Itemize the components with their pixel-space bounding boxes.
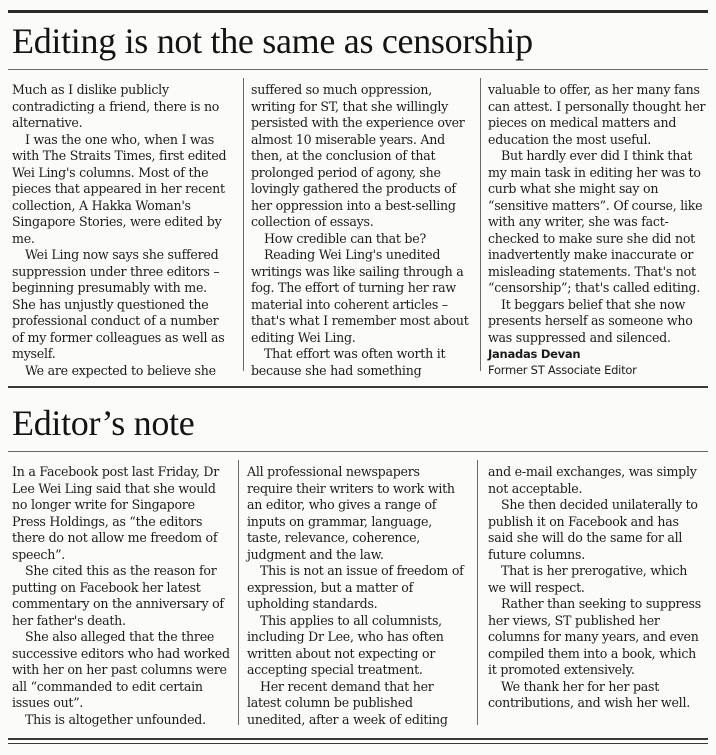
headline-divider [8, 451, 708, 452]
paragraph: This is not an issue of freedom of expression, but a matter of upholding standards. [247, 563, 464, 611]
article-column-2 [251, 82, 469, 379]
paragraph: Much as I dislike publicly contradicting a friend, there is no alternative. [12, 82, 220, 130]
paragraph: She also alleged that the three successive editors who had worked with her on her past columns were all “commanded to edit certain issues out”. [12, 629, 230, 710]
paragraph: This applies to all columnists, including Dr Lee, who has often written about not expecting or accepting special treatment. [247, 612, 444, 677]
paragraph: and e-mail exchanges, was simply not acceptable. [488, 464, 697, 496]
column-divider [238, 460, 239, 725]
paragraph: She then decided unilaterally to publish it on Facebook and has said she will do the same for all future columns. [488, 497, 698, 562]
paragraph: This is altogether unfounded. [25, 711, 206, 727]
paragraph: Reading Wei Ling's unedited writings was like sailing through a fog. The effort of turning her raw material into coherent articles – that's what I remember most about editing Wei Ling. [251, 247, 469, 345]
paragraph: Wei Ling now says she suffered suppression under three editors – beginning presumably with me. She has unjustly questioned the professional conduct of a number of my former colleagues as well as myself. [12, 247, 225, 361]
top-rule [8, 10, 708, 13]
section-divider [8, 386, 708, 388]
paragraph: That effort was often worth it because she had something [251, 346, 446, 378]
paragraph: suffered so much oppression, writing for ST, that she willingly persisted with the experience over almost 10 miserable years. And then, at the conclusion of that prolonged period of agony, she lovingly gathered the products of her oppression into a best-selling collection of essays. [251, 82, 465, 229]
article-headline: Editing is not the same as censorship [12, 21, 533, 61]
headline-divider [8, 69, 708, 70]
note-headline: Editor’s note [12, 403, 195, 443]
paragraph: We thank her for her past contributions, and wish her well. [488, 678, 690, 710]
paragraph: How credible can that be? [264, 230, 426, 246]
paragraph: All professional newspapers require their writers to work with an editor, who gives a range of inputs on grammar, language, taste, relevance, coherence, judgment and the law. [247, 464, 455, 562]
note-column-3 [488, 464, 706, 712]
paragraph: I was the one who, when I was with The Straits Times, first edited Wei Ling's columns. Most of the pieces that appeared in her recent collection, A Hakka Woman's Singapore Stories, were edited by me. [12, 131, 227, 246]
note-column-1 [12, 464, 230, 728]
author-name: Janadas Devan [488, 347, 581, 361]
paragraph: valuable to offer, as her many fans can attest. I personally thought her pieces on medical matters and education the most useful. [488, 82, 706, 147]
paragraph: That is her prerogative, which we will respect. [488, 563, 688, 595]
column-divider [477, 460, 478, 725]
column-divider [243, 78, 244, 371]
paragraph: It beggars belief that she now presents herself as someone who was suppressed and silenced. [488, 296, 693, 345]
paragraph: Rather than seeking to suppress her views, ST published her columns for many years, and even compiled them into a book, which it promoted extensively. [488, 596, 701, 677]
article-column-3 [488, 82, 706, 378]
paragraph: Her recent demand that her latest column be published unedited, after a week of editing [247, 678, 448, 727]
bottom-rule-thin [8, 743, 708, 744]
bottom-rule [8, 738, 708, 740]
author-title: Former ST Associate Editor [488, 363, 637, 377]
paragraph: In a Facebook post last Friday, Dr Lee Wei Ling said that she would no longer write for Singapore Press Holdings, as “the editors there do not allow me freedom of speech”. [12, 464, 220, 562]
article-column-1 [12, 82, 230, 379]
column-divider [480, 78, 481, 371]
note-column-2 [247, 464, 465, 728]
paragraph: She cited this as the reason for putting on Facebook her latest commentary on the anniversary of her father's death. [12, 563, 224, 628]
paragraph: We are expected to believe she [25, 362, 216, 378]
paragraph: But hardly ever did I think that my main task in editing her was to curb what she might say on “sensitive matters”. Of course, like with any writer, she was fact-checked to make sure she did not inadvertently make inaccurate or misleading statements. That's not “censorship”; that's called editing. [488, 148, 703, 295]
